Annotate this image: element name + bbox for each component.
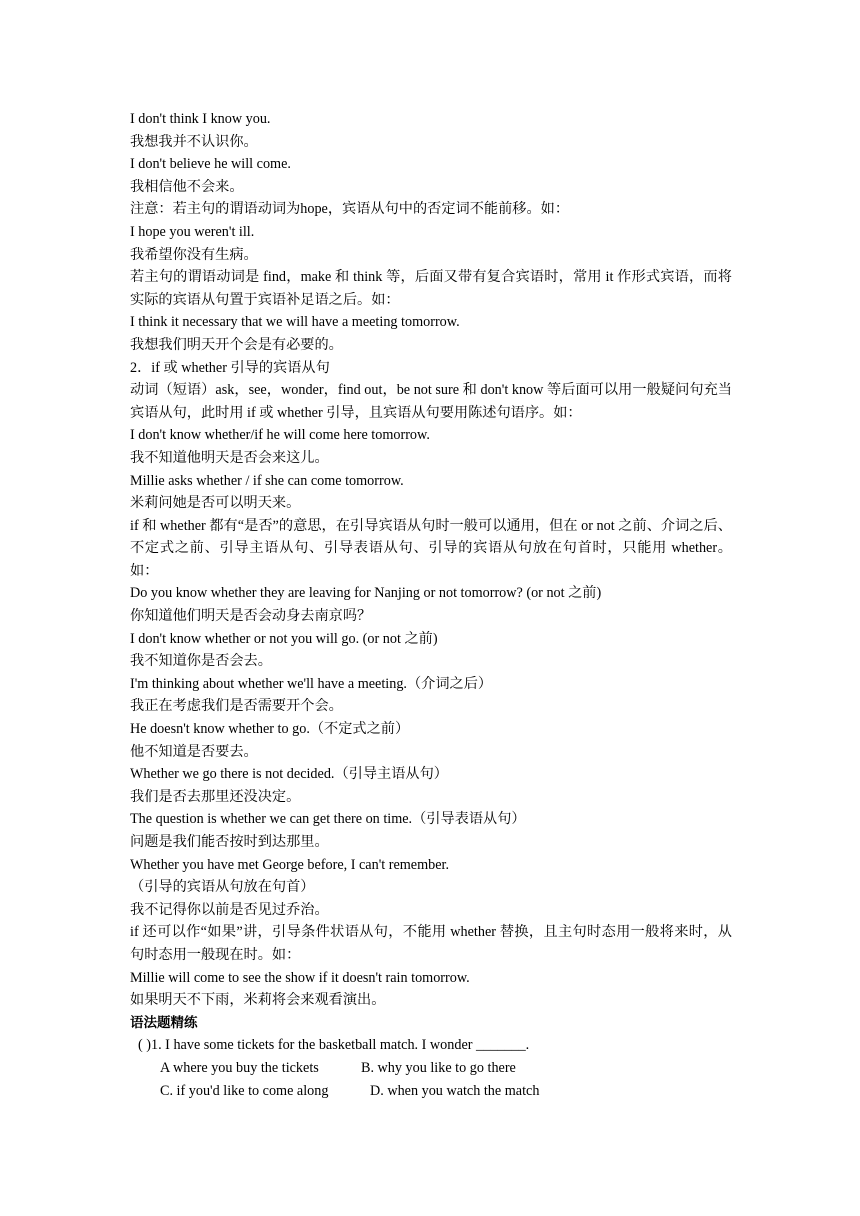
text-line: The question is whether we can get there on time.（引导表语从句）	[130, 811, 526, 828]
option-b: B. why you like to go there	[361, 1059, 516, 1076]
text-line: 我希望你没有生病。	[130, 246, 258, 263]
text-line: 我想我并不认识你。	[130, 133, 258, 150]
text-line: I don't believe he will come.	[130, 156, 291, 173]
text-line: Millie will come to see the show if it doesn't rain tomorrow.	[130, 969, 470, 986]
text-line: 问题是我们能否按时到达那里。	[130, 834, 329, 850]
document-body	[130, 108, 732, 1102]
text-line: I hope you weren't ill.	[130, 223, 255, 240]
text-line: 我正在考虑我们是否需要开个会。	[130, 698, 343, 715]
text-line: Millie asks whether / if she can come tomorrow.	[130, 472, 404, 489]
text-paragraph: 动词（短语）ask，see，wonder，find out，be not sure 和 don't know 等后面可以用一般疑问句充当宾语从句，此时用 if 或 whether 引导，且宾语从句要用陈述句语序。如：	[130, 382, 732, 421]
text-line: 你知道他们明天是否会动身去南京吗？	[130, 608, 372, 625]
text-line: He doesn't know whether to go.（不定式之前）	[130, 721, 410, 738]
option-c: C. if you'd like to come along	[160, 1082, 329, 1099]
options-row-2	[130, 1080, 732, 1103]
text-line: 我不记得你以前是否见过乔治。	[130, 901, 329, 918]
question-stem: ( )1. I have some tickets for the basketball match. I wonder _______.	[138, 1037, 530, 1054]
section-title: 语法题精练	[130, 1014, 198, 1031]
text-line: 如果明天不下雨，米莉将会来观看演出。	[130, 992, 386, 1009]
text-line: I don't know whether or not you will go. (or not 之前)	[130, 630, 438, 647]
text-line: I don't think I know you.	[130, 111, 271, 127]
text-line: 我不知道他明天是否会来这儿。	[130, 449, 329, 466]
text-line: Whether you have met George before, I can't remember.	[130, 856, 450, 873]
text-line: I'm thinking about whether we'll have a meeting.（介词之后）	[130, 675, 493, 692]
text-line: 我不知道你是否会去。	[130, 653, 272, 670]
text-line: I think it necessary that we will have a meeting tomorrow.	[130, 314, 460, 331]
text-line: 我想我们明天开个会是有必要的。	[130, 336, 343, 353]
text-line: 我们是否去那里还没决定。	[130, 788, 301, 805]
text-paragraph: if 和 whether 都有“是否”的意思，在引导宾语从句时一般可以通用，但在 or not 之前、介词之后、不定式之前、引导主语从句、引导表语从句、引导的宾语从句放在句首时，只能用 whether。如：	[130, 517, 732, 579]
text-line: 我相信他不会来。	[130, 178, 244, 195]
text-paragraph: if 还可以作“如果”讲，引导条件状语从句，不能用 whether 替换，且主句时态用一般将来时，从句时态用一般现在时。如：	[130, 924, 732, 963]
option-d: D. when you watch the match	[370, 1082, 540, 1099]
option-a: A where you buy the tickets	[160, 1059, 319, 1076]
text-line: 注意：若主句的谓语动词为hope，宾语从句中的否定词不能前移。如：	[130, 201, 570, 218]
text-line: 他不知道是否要去。	[130, 743, 258, 760]
options-row-1	[130, 1057, 732, 1080]
text-paragraph: 若主句的谓语动词是 find，make 和 think 等，后面又带有复合宾语时，常用 it 作形式宾语，而将实际的宾语从句置于宾语补足语之后。如：	[130, 269, 732, 308]
text-line: I don't know whether/if he will come here tomorrow.	[130, 427, 430, 444]
text-line: （引导的宾语从句放在句首）	[130, 879, 315, 896]
text-line: Do you know whether they are leaving for Nanjing or not tomorrow? (or not 之前)	[130, 585, 602, 602]
subsection-heading: 2．if 或 whether 引导的宾语从句	[130, 359, 330, 376]
text-line: 米莉问她是否可以明天来。	[130, 495, 301, 512]
text-line: Whether we go there is not decided.（引导主语从句）	[130, 766, 448, 783]
